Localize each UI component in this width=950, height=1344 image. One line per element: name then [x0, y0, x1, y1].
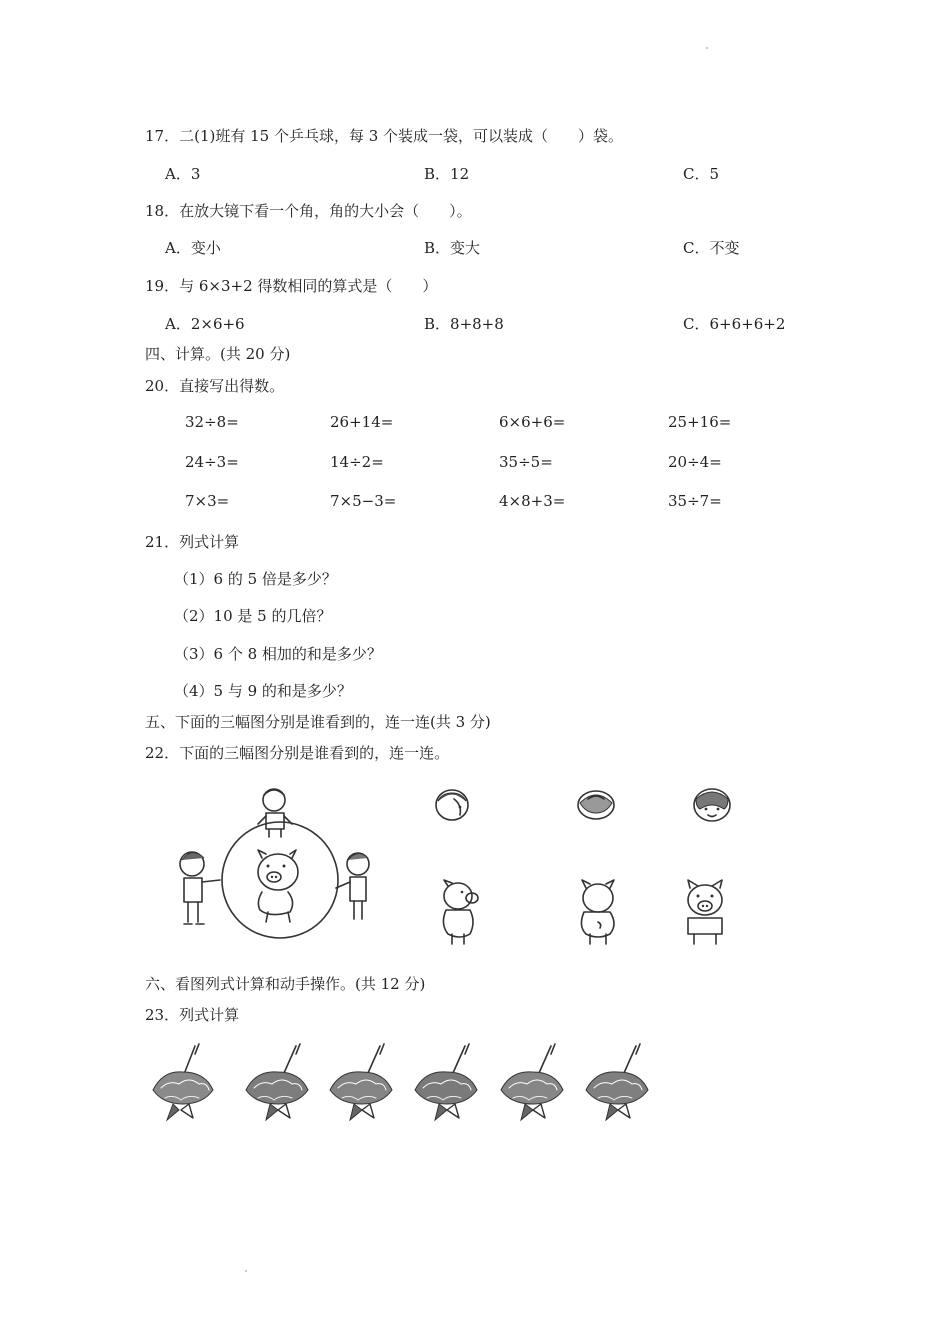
section-4-heading: 四、计算。(共 20 分)	[145, 345, 291, 363]
calc-item: 35÷7=	[668, 492, 722, 510]
q19-option-a[interactable]: A．2×6+6	[165, 315, 245, 333]
flower-bundle-3-image	[322, 1042, 402, 1122]
page-speck	[245, 1270, 247, 1272]
calc-item: 7×5−3=	[330, 492, 397, 510]
calc-item: 25+16=	[668, 413, 732, 431]
calc-item: 14÷2=	[330, 453, 384, 471]
question-23: 23．列式计算	[145, 1006, 240, 1024]
calc-item: 35÷5=	[499, 453, 553, 471]
pig-circle-scene-illustration	[170, 780, 390, 950]
calc-item: 32÷8=	[185, 413, 239, 431]
calc-item: 24÷3=	[185, 453, 239, 471]
flower-bundle-1-image	[143, 1042, 223, 1122]
section-6-heading: 六、看图列式计算和动手操作。(共 12 分)	[145, 975, 426, 993]
flower-bundle-4-image	[407, 1042, 487, 1122]
section-5-heading: 五、下面的三幅图分别是谁看到的，连一连(共 3 分)	[145, 713, 491, 731]
child-head-view-1-image	[430, 785, 474, 825]
q18-option-c[interactable]: C．不变	[683, 239, 740, 257]
question-22: 22．下面的三幅图分别是谁看到的，连一连。	[145, 744, 450, 762]
page-speck	[706, 47, 708, 49]
q21-subitem: （2）10 是 5 的几倍？	[174, 607, 332, 625]
q19-option-c[interactable]: C．6+6+6+2	[683, 315, 786, 333]
child-left-figure	[180, 852, 220, 924]
child-right-figure	[336, 853, 369, 919]
child-top-figure	[258, 789, 292, 837]
pig-front-view-image	[676, 878, 734, 948]
calc-item: 7×3=	[185, 492, 230, 510]
q21-subitem: （1）6 的 5 倍是多少？	[174, 570, 337, 588]
child-head-view-2-image	[572, 785, 620, 825]
q21-subitem: （3）6 个 8 相加的和是多少？	[174, 645, 382, 663]
question-18: 18．在放大镜下看一个角，角的大小会（ ）。	[145, 202, 472, 220]
flower-bundle-5-image	[493, 1042, 573, 1122]
q17-option-a[interactable]: A．3	[165, 165, 201, 183]
q17-option-c[interactable]: C．5	[683, 165, 720, 183]
flower-bundle-2-image	[238, 1042, 318, 1122]
calc-item: 6×6+6=	[499, 413, 566, 431]
q18-option-a[interactable]: A．变小	[165, 239, 221, 257]
child-head-view-3-image	[688, 783, 736, 825]
q19-option-b[interactable]: B．8+8+8	[424, 315, 504, 333]
calc-item: 4×8+3=	[499, 492, 566, 510]
calc-item: 26+14=	[330, 413, 394, 431]
q21-subitem: （4）5 与 9 的和是多少？	[174, 682, 352, 700]
calc-item: 20÷4=	[668, 453, 722, 471]
pig-side-view-image	[432, 878, 488, 948]
question-17: 17．二(1)班有 15 个乒乓球，每 3 个装成一袋，可以装成（ ）袋。	[145, 127, 624, 145]
pig-figure	[258, 850, 298, 922]
question-21: 21．列式计算	[145, 533, 240, 551]
pig-back-view-image	[570, 878, 626, 948]
flower-bundle-6-image	[578, 1042, 658, 1122]
q17-option-b[interactable]: B．12	[424, 165, 470, 183]
question-19: 19．与 6×3+2 得数相同的算式是（ ）	[145, 277, 438, 295]
question-20: 20．直接写出得数。	[145, 377, 285, 395]
q18-option-b[interactable]: B．变大	[424, 239, 481, 257]
